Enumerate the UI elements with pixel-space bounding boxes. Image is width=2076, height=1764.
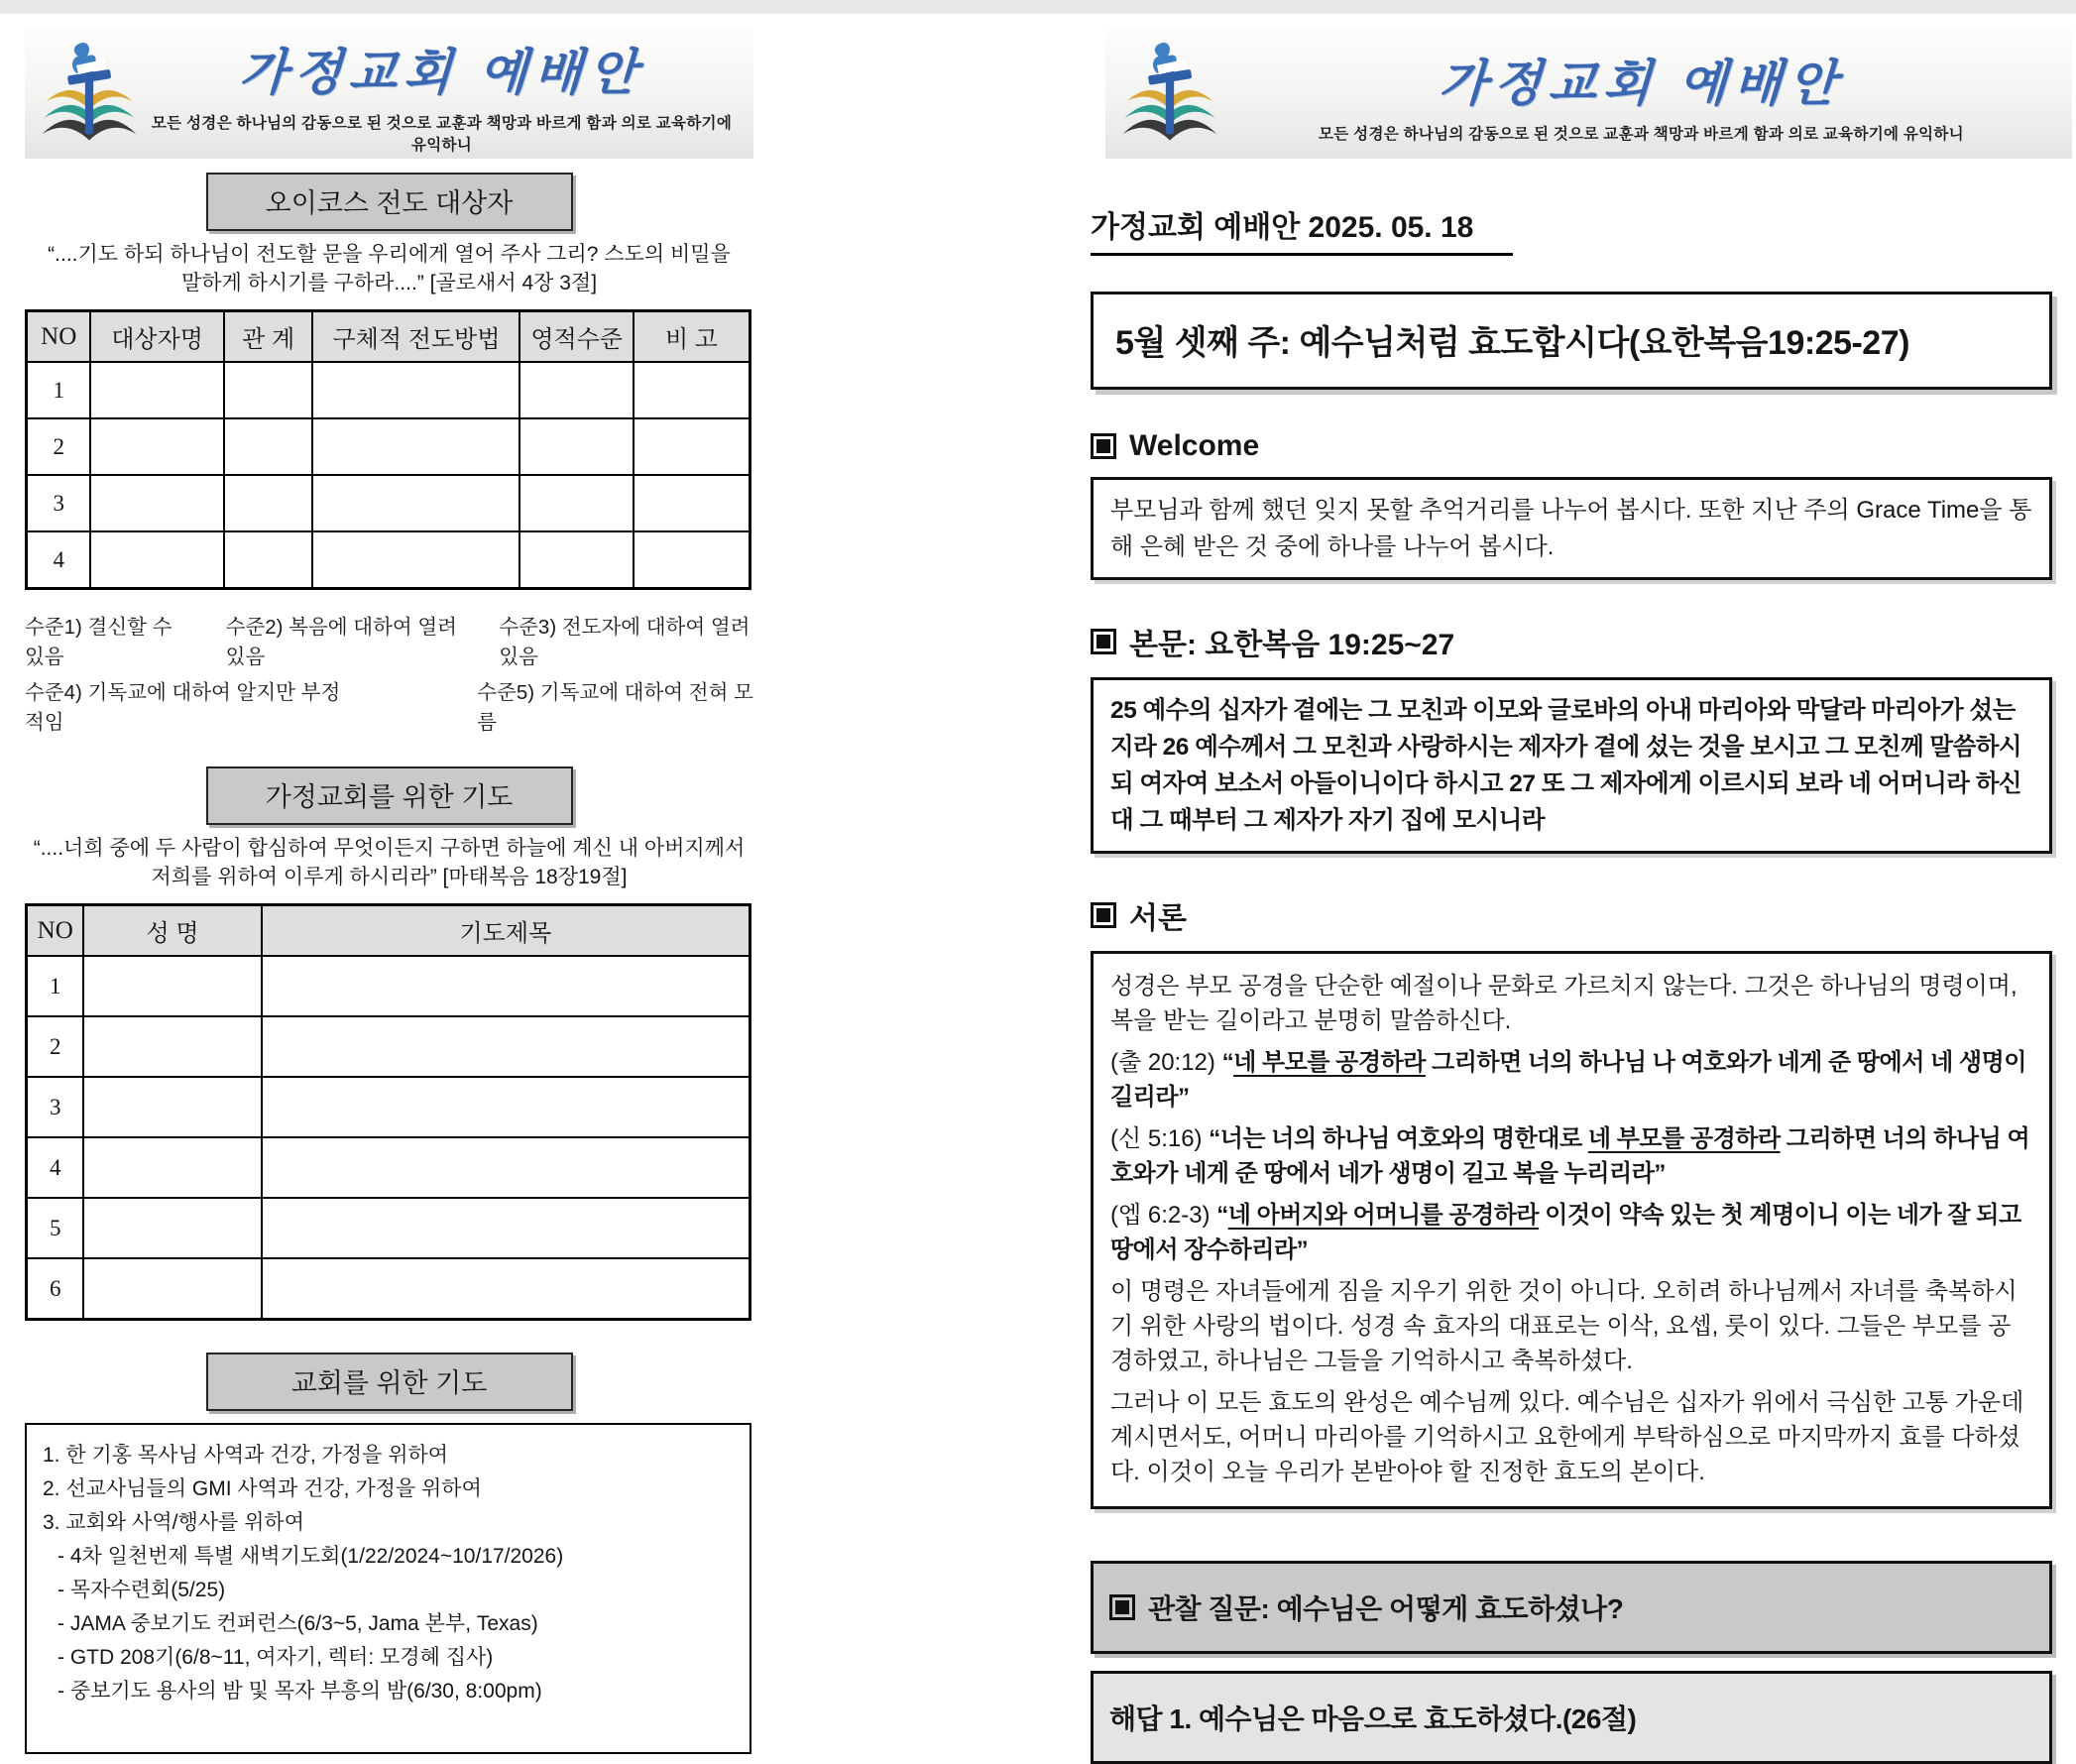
church-prayer-subitem: - 목자수련회(5/25) [58,1579,226,1601]
sermon-title-box: 5월 셋째 주: 예수님처럼 효도합시다(요한복음19:25-27) [1091,292,2052,390]
level-5: 수준5) 기독교에 대하여 전혀 모름 [477,681,753,734]
empty-cell [634,475,750,531]
page-right [1076,0,2072,1764]
prayer-table-row [27,1258,750,1320]
col-header-level: 영적수준 [519,311,634,363]
col-header-name: 대상자명 [90,311,223,363]
banner-text [142,33,742,155]
level-2: 수준2) 복음에 대하여 열려 있음 [225,616,457,668]
row-number: 6 [27,1258,84,1320]
empty-cell [90,362,223,418]
text-segment: “너는 너의 하나님 여호와의 명한대로 [1209,1125,1588,1152]
text-segment: 그리하면 너의 하나님 여호와가 네게 준 땅에서 네가 생명이 길고 복을 누리리라” [1110,1125,2030,1187]
empty-cell [262,1077,750,1137]
prayer-table-row [27,1198,750,1258]
oikos-table-row [27,418,750,475]
section-bullet-icon [1091,902,1116,928]
empty-cell [224,362,313,418]
empty-cell [634,418,750,475]
levels-line-1 [25,610,753,669]
empty-cell [519,475,634,531]
empty-cell [83,1198,261,1258]
answer-box: 해답 1. 예수님은 마음으로 효도하셨다.(26절) [1091,1671,2052,1764]
row-number: 1 [27,362,91,418]
empty-cell [519,362,634,418]
col-header-note: 비 고 [634,311,750,363]
underlined-text: 네 부모를 공경하라 [1587,1125,1781,1152]
prayer-table-row [27,1016,750,1077]
verse-ref: (엡 6:2-3) [1110,1202,1217,1229]
underlined-text: 네 아버지와 어머니를 공경하라 [1227,1202,1540,1229]
prayer-table-header-row [27,905,750,957]
oikos-verse-line1: “....기도 하되 하나님이 전도할 문을 우리에게 열어 주사 그리? 스도의 비밀을 [48,243,731,266]
empty-cell [90,475,223,531]
level-3: 수준3) 전도자에 대하여 열려 있음 [499,616,750,668]
empty-cell [262,1258,750,1320]
family-prayer-verse-line1: “....너희 중에 두 사람이 합심하여 무엇이든지 구하면 하늘에 계신 내 아버지께서 [33,837,746,860]
oikos-table-header-row [27,311,750,363]
scripture-label: 본문: 요한복음 19:25~27 [1129,629,1455,661]
spiritual-levels [25,610,753,735]
row-number: 3 [27,475,91,531]
scripture-box: 25 예수의 십자가 곁에는 그 모친과 이모와 글로바의 아내 마리아와 막달라 마리아가 섰는지라 26 예수께서 그 모친과 사랑하시는 제자가 곁에 섰는 것을 보시고 그 모친께 말씀하시되 여자여 보소서 아들이니이다 하시고 27 또 그 제자에게 이르시되 보라 네 어머니라 하신대 그 때부터 그 제자가 자기 집에 모시니라 [1091,677,2052,854]
empty-cell [312,531,519,589]
oikos-table-row [27,362,750,418]
empty-cell [634,531,750,589]
empty-cell [312,475,519,531]
oikos-table-row [27,531,750,589]
row-number: 2 [27,1016,84,1077]
bulletin-date-heading [1091,202,2072,256]
header-banner [1105,28,2072,159]
banner-title: 가정교회 예배안 [1437,55,1845,111]
col-header-no: NO [27,905,84,957]
welcome-section-header [1091,429,2072,463]
empty-cell [83,1016,261,1077]
text-segment: “ [1221,1049,1234,1076]
empty-cell [262,1198,750,1258]
section-bullet-icon [1109,1594,1135,1620]
empty-cell [224,418,313,475]
church-logo-icon [1117,40,1222,155]
empty-cell [262,1137,750,1198]
family-prayer-verse [25,834,753,891]
banner-subtitle: 모든 성경은 하나님의 감동으로 된 것으로 교훈과 책망과 바르게 함과 의로 교육하기에 유익하니 [151,114,733,154]
intro-section-header [1091,893,2072,937]
family-prayer-verse-line2: 저희를 위하여 이루게 하시리라” [마태복음 18장19절] [151,866,628,888]
empty-cell [90,418,223,475]
empty-cell [312,362,519,418]
section-title-church-prayer: 교회를 위한 기도 [206,1352,573,1411]
row-number: 4 [27,1137,84,1198]
empty-cell [262,1016,750,1077]
banner-text [1222,44,2060,144]
bulletin-date-text: 가정교회 예배안 2025. 05. 18 [1091,202,1513,256]
intro-paragraph-2 [1110,1045,2032,1115]
text-segment: 그리하면 너의 하나님 나 여호와가 네게 준 땅에서 네 생명이 길리라” [1110,1049,2026,1111]
underlined-text: 네 부모를 공경하라 [1233,1049,1426,1076]
empty-cell [519,531,634,589]
intro-paragraph-6: 그러나 이 모든 효도의 완성은 예수님께 있다. 예수님은 십자가 위에서 극심한 고통 가운데 계시면서도, 어머니 마리아를 기억하시고 요한에게 부탁하심으로 마지막까지 효를 다하셨다. 이것이 오늘 우리가 본받아야 할 진정한 효도의 본이다. [1110,1389,2024,1485]
row-number: 2 [27,418,91,475]
observation-question-box [1091,1561,2052,1654]
empty-cell [224,531,313,589]
oikos-table [25,309,751,590]
col-header-relation: 관 계 [224,311,313,363]
verse-ref: (신 5:16) [1110,1125,1210,1152]
empty-cell [83,1077,261,1137]
verse-ref: (출 20:12) [1110,1049,1222,1076]
intro-box [1091,951,2052,1509]
row-number: 5 [27,1198,84,1258]
oikos-verse [25,240,753,297]
level-1: 수준1) 결신할 수 있음 [25,616,173,668]
church-prayer-item: 2. 선교사님들의 GMI 사역과 건강, 가정을 위하여 [43,1477,482,1500]
welcome-box: 부모님과 함께 했던 잊지 못할 추억거리를 나누어 봅시다. 또한 지난 주의 Grace Time을 통해 은혜 받은 것 중에 하나를 나누어 봅시다. [1091,477,2052,580]
text-segment: 이것이 약속 있는 첫 계명이니 이는 네가 잘 되고 땅에서 장수하리라” [1110,1202,2021,1263]
levels-line-2 [25,675,753,735]
row-number: 4 [27,531,91,589]
empty-cell [83,1137,261,1198]
col-header-method: 구체적 전도방법 [312,311,519,363]
section-title-family-prayer: 가정교회를 위한 기도 [206,766,573,825]
col-header-prayer-topic: 기도제목 [262,905,750,957]
empty-cell [83,956,261,1016]
church-prayer-item: 3. 교회와 사역/행사를 위하여 [43,1511,304,1534]
banner-subtitle: 모든 성경은 하나님의 감동으로 된 것으로 교훈과 책망과 바르게 함과 의로 교육하기에 유익하니 [1319,125,1964,143]
prayer-table-row [27,956,750,1016]
col-header-name: 성 명 [83,905,261,957]
oikos-table-row [27,475,750,531]
intro-paragraph-3 [1110,1121,2032,1191]
church-prayer-subitem: - GTD 208기(6/8~11, 여자기, 렉터: 모경혜 집사) [58,1646,494,1669]
empty-cell [634,362,750,418]
empty-cell [83,1258,261,1320]
section-bullet-icon [1091,433,1116,459]
church-prayer-box [25,1423,751,1754]
church-prayer-subitem: - 4차 일천번제 특별 새벽기도회(1/22/2024~10/17/2026) [58,1545,564,1568]
intro-paragraph-5: 이 명령은 자녀들에게 짐을 지우기 위한 것이 아니다. 오히려 하나님께서 자녀를 축복하시기 위한 사랑의 법이다. 성경 속 효자의 대표로는 이삭, 요셉, 룻이 있다. 그들은 부모를 공경하였고, 하나님은 그들을 기억하시고 축복하셨다. [1110,1278,2018,1374]
banner-title: 가정교회 예배안 [237,44,645,100]
oikos-verse-line2: 말하게 하시기를 구하라....” [골로새서 4장 3절] [180,272,598,294]
row-number: 1 [27,956,84,1016]
welcome-label: Welcome [1129,429,1260,462]
church-prayer-subitem: - 중보기도 용사의 밤 및 목자 부흥의 밤(6/30, 8:00pm) [58,1680,542,1703]
empty-cell [90,531,223,589]
empty-cell [312,418,519,475]
prayer-table-row [27,1137,750,1198]
header-banner [25,28,753,159]
col-header-no: NO [27,311,91,363]
empty-cell [224,475,313,531]
church-prayer-item: 1. 한 기홍 목사님 사역과 건강, 가정을 위하여 [43,1444,449,1467]
scripture-section-header [1091,620,2072,663]
prayer-table-row [27,1077,750,1137]
section-title-oikos: 오이코스 전도 대상자 [206,173,573,231]
family-prayer-table [25,903,751,1321]
page-left [25,0,753,1754]
section-bullet-icon [1091,629,1116,654]
row-number: 3 [27,1077,84,1137]
intro-paragraph-4 [1110,1198,2032,1267]
intro-paragraph-1: 성경은 부모 공경을 단순한 예절이나 문화로 가르치지 않는다. 그것은 하나님의 명령이며, 복을 받는 길이라고 분명히 말씀하신다. [1110,973,2018,1034]
intro-label: 서론 [1129,902,1187,935]
empty-cell [262,956,750,1016]
text-segment: “ [1216,1202,1228,1229]
empty-cell [519,418,634,475]
level-4: 수준4) 기독교에 대하여 알지만 부정적임 [25,681,341,734]
church-logo-icon [37,40,142,155]
church-prayer-subitem: - JAMA 중보기도 컨퍼런스(6/3~5, Jama 본부, Texas) [58,1612,538,1635]
observation-question-text: 관찰 질문: 예수님은 어떻게 효도하셨나? [1148,1593,1624,1624]
